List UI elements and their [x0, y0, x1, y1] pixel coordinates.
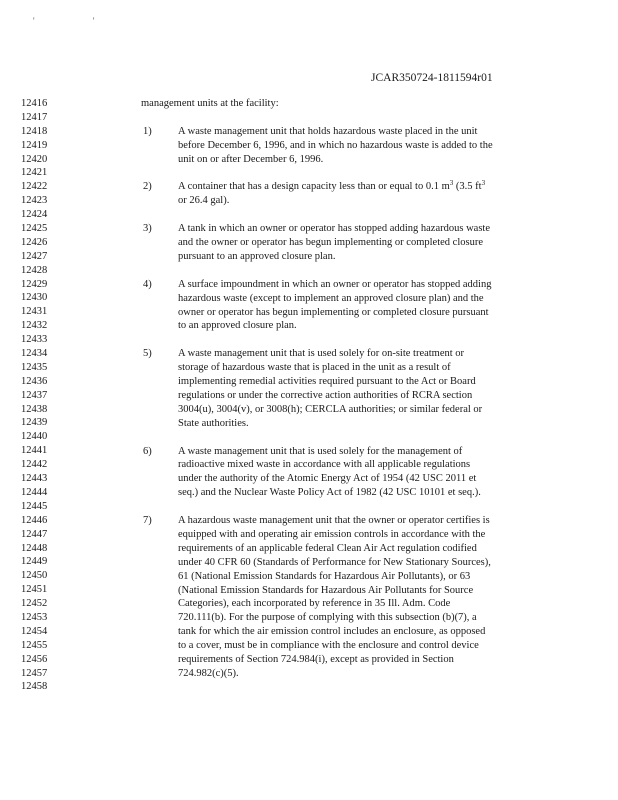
line-number-column — [21, 97, 47, 694]
line-number: 12442 — [21, 459, 48, 471]
line-number: 12422 — [21, 181, 48, 193]
item-label: 5) — [143, 348, 152, 360]
line-number: 12449 — [21, 556, 48, 568]
line-number: 12430 — [21, 292, 48, 304]
line-number: 12457 — [21, 667, 48, 679]
line-number: 12423 — [21, 195, 48, 207]
line-number: 12418 — [21, 125, 48, 137]
line-number: 12433 — [21, 334, 48, 346]
line-number: 12424 — [21, 209, 48, 221]
line-number: 12452 — [21, 598, 48, 610]
line-number: 12440 — [21, 431, 48, 443]
line-number: 12443 — [21, 473, 48, 485]
line-number: 12426 — [21, 236, 48, 248]
line-number: 12437 — [21, 389, 48, 401]
item-text: A hazardous waste management unit that the owner or operator certifies is equipped with and operating air emission controls in accordance with the requirements of an applicable federal Clean Air Act regulation codified under 40 CFR 60 (Standards of Performance for New Stationary Sources), 61 (National Emission Standards for Hazardous Air Pollutants), or 63 (National Emission Standards for Hazardous Air Pollutants for Source Categories), each incorporated by reference in 35 Ill. Adm. Code 720.111(b). For the purpose of complying with this subsection (b)(7), a tank for which the air emission control includes an enclosure, as opposed to a cover, must be in compliance with the enclosure and control device requirements of Section 724.984(i), except as provided in Section 724.982(c)(5). — [178, 515, 491, 679]
line-number: 12420 — [21, 153, 48, 165]
line-number: 12456 — [21, 653, 48, 665]
line-number: 12448 — [21, 542, 48, 554]
line-number: 12446 — [21, 514, 48, 526]
item-text: A tank in which an owner or operator has stopped adding hazardous waste and the owner or operator has begun implementing or completed closure pursuant to an approved closure plan. — [178, 223, 490, 262]
line-number: 12434 — [21, 348, 48, 360]
line-number: 12444 — [21, 486, 48, 498]
line-number: 12419 — [21, 139, 48, 151]
line-number: 12431 — [21, 306, 48, 318]
line-number: 12435 — [21, 361, 48, 373]
line-number: 12441 — [21, 445, 48, 457]
line-number: 12447 — [21, 528, 48, 540]
line-number: 12432 — [21, 320, 48, 332]
line-number: 12427 — [21, 250, 48, 262]
item-text: A container that has a design capacity less than or equal to 0.1 $m^3$ (3.5 $ft^3$ or 26.4 gal). — [178, 179, 486, 207]
line-number: 12425 — [21, 223, 48, 235]
line-number: 12436 — [21, 375, 48, 387]
line-number: 12439 — [21, 417, 48, 429]
line-number: 12421 — [21, 167, 48, 179]
item-text: A surface impoundment in which an owner or operator has stopped adding hazardous waste (except to implement an approved closure plan) and the owner or operator has begun implementing or completed closure pursuant to an approved closure plan. — [178, 278, 492, 332]
item-text: A waste management unit that holds hazardous waste placed in the unit before December 6, 1996, and in which no hazardous waste is added to the unit on or after December 6, 1996. — [178, 125, 493, 165]
item-text: A waste management unit that is used solely for on-site treatment or storage of hazardous waste that is placed in the unit as a result of implementing remedial activities required pursuant to the Act or Board regulations or under the corrective action authorities of RCRA section 3004(u), 3004(v), or 3008(h); CERCLA authorities; or similar federal or State authorities. — [178, 348, 483, 429]
item-label: 6) — [143, 445, 152, 457]
line-number: 12416 — [21, 98, 48, 109]
line-number: 12428 — [21, 264, 48, 276]
line-number: 12458 — [21, 681, 48, 693]
line-number: 12429 — [21, 278, 48, 290]
line-number: 12450 — [21, 570, 48, 582]
line-number: 12455 — [21, 639, 48, 651]
line-number: 12417 — [21, 111, 48, 123]
item-label: 1) — [143, 125, 152, 137]
intro-line: management units at the facility: — [141, 98, 279, 109]
item-text: A waste management unit that is used solely for the management of radioactive mixed waste in accordance with all applicable regulations under the authority of the Atomic Energy Act of 1954 (42 USC 2011 et seq.) and the Nuclear Waste Policy Act of 1982 (42 USC 10101 et seq.). — [178, 445, 481, 499]
item-label: 7) — [143, 515, 152, 526]
line-number: 12454 — [21, 625, 48, 637]
item-label: 3) — [143, 223, 152, 235]
item-label: 2) — [143, 181, 152, 193]
document-id: JCAR350724-1811594r01 — [371, 72, 493, 84]
scan-marks: ' ' — [33, 16, 123, 26]
item-label: 4) — [143, 278, 152, 290]
line-number: 12438 — [21, 403, 48, 415]
line-number: 12453 — [21, 611, 48, 623]
line-number: 12451 — [21, 584, 48, 596]
line-number: 12445 — [21, 500, 48, 512]
